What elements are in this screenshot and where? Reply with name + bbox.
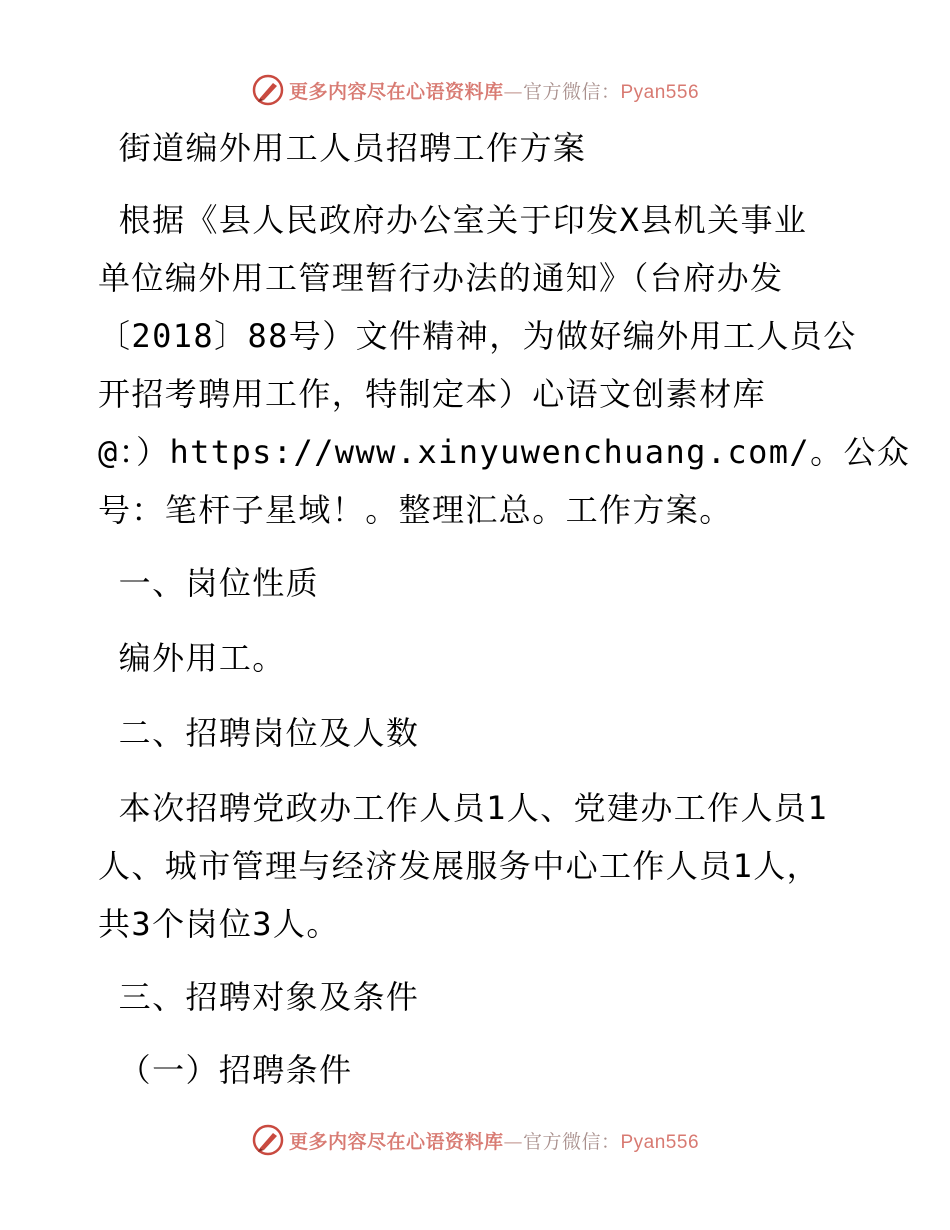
intro-line-3: 〔2018〕88号）文件精神，为做好编外用工人员公 bbox=[98, 317, 857, 355]
section-2-line-3: 共3个岗位3人。 bbox=[98, 905, 340, 943]
intro-line-5: @：）https://www.xinyuwenchuang.com/。公众 bbox=[98, 433, 911, 471]
section-1-heading: 一、岗位性质 bbox=[98, 564, 320, 602]
subsection-1-heading: （一）招聘条件 bbox=[98, 1051, 353, 1089]
document-title: 街道编外用工人员招聘工作方案 bbox=[98, 129, 587, 167]
intro-line-6: 号：笔杆子星域！。整理汇总。工作方案。 bbox=[98, 491, 733, 529]
section-2-line-2: 人、城市管理与经济发展服务中心工作人员1人， bbox=[98, 847, 821, 885]
intro-line-1: 根据《县人民政府办公室关于印发X县机关事业 bbox=[98, 201, 808, 239]
section-1-body: 编外用工。 bbox=[98, 639, 286, 677]
section-2-heading: 二、招聘岗位及人数 bbox=[98, 714, 420, 752]
pen-logo-icon bbox=[251, 1123, 285, 1157]
section-2-line-1: 本次招聘党政办工作人员1人、党建办工作人员1 bbox=[98, 789, 828, 827]
banner-text: 更多内容尽在心语资料库—官方微信：Pyan556 bbox=[288, 80, 700, 103]
header-banner bbox=[0, 70, 950, 110]
pen-logo-icon bbox=[251, 73, 285, 107]
banner-text: 更多内容尽在心语资料库—官方微信：Pyan556 bbox=[288, 1130, 700, 1153]
section-3-heading: 三、招聘对象及条件 bbox=[98, 978, 420, 1016]
footer-banner bbox=[0, 1120, 950, 1160]
intro-line-4: 开招考聘用工作，特制定本）心语文创素材库 bbox=[98, 375, 767, 413]
intro-line-2: 单位编外用工管理暂行办法的通知》（台府办发 bbox=[98, 259, 784, 297]
